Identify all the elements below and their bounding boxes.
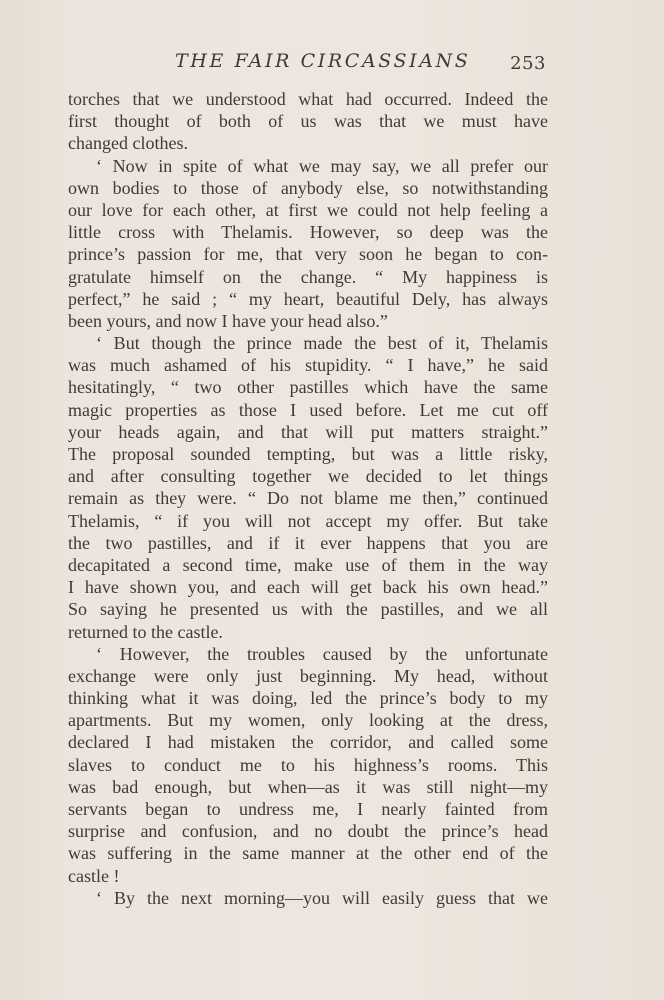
text-line: returned to the castle. [68,621,223,642]
text-line: hesitatingly, “ two other pastilles which have the same [68,377,548,398]
text-line: Thelamis, “ if you will not accept my offer. But take [68,510,548,531]
running-title: THE FAIR CIRCASSIANS [175,50,471,72]
text-line: The proposal sounded tempting, but was a little risky, [68,444,548,464]
text-line: slaves to conduct me to his highness’s rooms. This [68,754,548,775]
text-line: torches that we understood what had occurred. Indeed the [68,89,548,109]
text-line: ‘ However, the troubles caused by the unfortunate [96,643,548,664]
text-line: remain as they were. “ Do not blame me then,” continued [68,488,548,509]
text-line: I have shown you, and each will get back his own head.” [68,577,548,598]
page-header [0,50,664,80]
text-line: surprise and confusion, and no doubt the prince’s head [68,821,548,842]
text-line: ‘ But though the prince made the best of it, Thelamis [96,333,548,354]
text-line: was bad enough, but when—as it was still night—my [68,776,548,797]
text-line: changed clothes. [68,133,188,154]
text-line: little cross with Thelamis. However, so deep was the [68,222,548,243]
text-line: was suffering in the same manner at the other end of the [68,843,548,864]
text-line: and after consulting together we decided to let things [68,466,548,487]
text-line: own bodies to those of anybody else, so notwithstanding [68,177,548,198]
text-line: magic properties as those I used before. Let me cut off [68,399,548,420]
page-number: 253 [510,53,546,74]
text-line: was much ashamed of his stupidity. “ I have,” he said [68,355,548,376]
text-line: castle ! [68,865,120,886]
text-line: exchange were only just beginning. My head, without [68,665,548,686]
text-line: first thought of both of us was that we must have [68,111,548,132]
text-line: apartments. But my women, only looking at the dress, [68,710,548,731]
text-line: thinking what it was doing, led the prince’s body to my [68,688,548,709]
text-line: declared I had mistaken the corridor, and called some [68,732,548,753]
text-line: our love for each other, at first we could not help feeling a [68,199,548,220]
text-line: gratulate himself on the change. “ My happiness is [68,266,548,287]
text-line: So saying he presented us with the pastilles, and we all [68,599,548,620]
text-line: decapitated a second time, make use of them in the way [68,554,548,575]
text-line: perfect,” he said ; “ my heart, beautiful Dely, has always [68,288,548,309]
text-line: the two pastilles, and if it ever happens that you are [68,532,548,553]
text-line: been yours, and now I have your head also.” [68,310,388,331]
text-line: servants began to undress me, I nearly fainted from [68,799,548,819]
body-text [68,88,548,909]
text-line: prince’s passion for me, that very soon he began to con- [68,244,548,265]
text-line: ‘ By the next morning—you will easily guess that we [96,887,548,908]
text-line: your heads again, and that will put matters straight.” [68,421,548,442]
text-line: ‘ Now in spite of what we may say, we all prefer our [96,155,548,176]
